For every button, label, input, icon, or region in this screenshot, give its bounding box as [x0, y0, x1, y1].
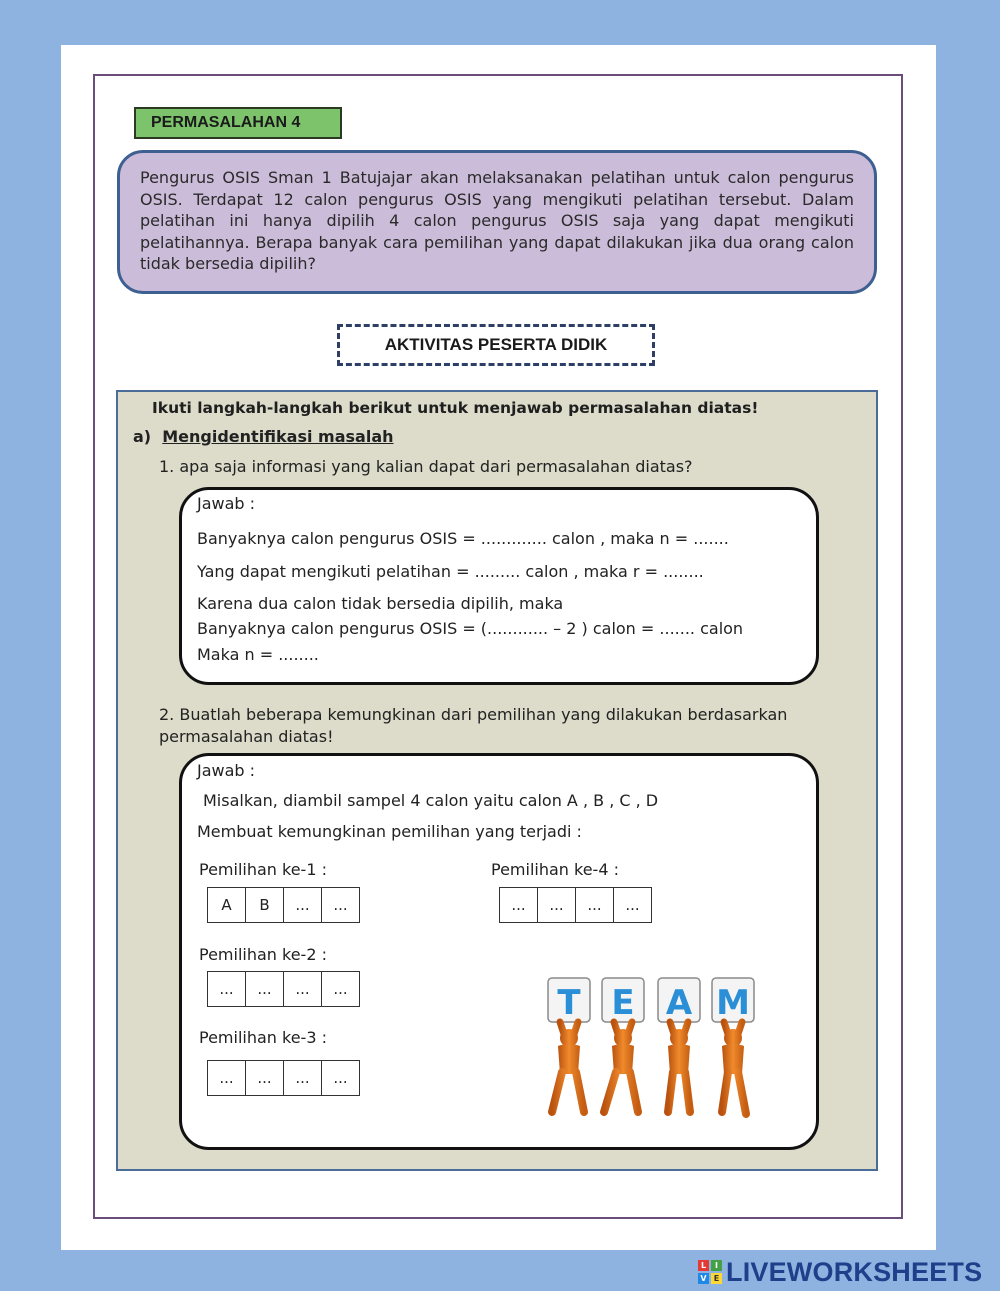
selection-2-label: Pemilihan ke-2 : [199, 945, 327, 964]
selection-cell[interactable]: ... [576, 888, 614, 923]
logo-mark-icon [698, 1260, 722, 1284]
selection-cell[interactable]: ... [322, 888, 360, 923]
team-clipart [540, 972, 760, 1122]
selection-3-label: Pemilihan ke-3 : [199, 1028, 327, 1047]
team-figure-e [602, 978, 644, 1112]
team-letter: M [716, 983, 750, 1023]
answer-1-line[interactable]: Yang dapat mengikuti pelatihan = ......... calon , maka r = ........ [197, 562, 704, 581]
selection-cell[interactable]: ... [322, 1061, 360, 1096]
selection-4-table [499, 887, 652, 923]
sample-intro: Misalkan, diambil sampel 4 calon yaitu calon A , B , C , D [203, 791, 659, 810]
selection-cell[interactable]: B [246, 888, 284, 923]
selection-cell[interactable]: ... [246, 1061, 284, 1096]
question-2: 2. Buatlah beberapa kemungkinan dari pemilihan yang dilakukan berdasarkan permasalahan diatas! [159, 705, 788, 746]
logo-mark-letter: V [698, 1273, 709, 1284]
selection-2-table [207, 971, 360, 1007]
selection-3-table [207, 1060, 360, 1096]
logo-mark-letter: I [711, 1260, 722, 1271]
selection-cell[interactable]: ... [614, 888, 652, 923]
liveworksheets-logo[interactable] [698, 1258, 982, 1286]
team-figure-t [548, 978, 590, 1112]
team-letter: A [665, 983, 693, 1023]
selection-cell[interactable]: ... [246, 972, 284, 1007]
brand-name: LIVEWORKSHEETS [726, 1256, 983, 1287]
answer-1-line: Karena dua calon tidak bersedia dipilih, maka [197, 594, 564, 613]
instructions: Ikuti langkah-langkah berikut untuk menjawab permasalahan diatas! [152, 399, 759, 417]
activity-title: AKTIVITAS PESERTA DIDIK [337, 324, 655, 366]
selection-4-label: Pemilihan ke-4 : [491, 860, 619, 879]
team-letter: T [557, 983, 581, 1023]
selection-1-label: Pemilihan ke-1 : [199, 860, 327, 879]
selection-intro: Membuat kemungkinan pemilihan yang terjadi : [197, 822, 582, 841]
question-1: 1. apa saja informasi yang kalian dapat dari permasalahan diatas? [159, 457, 693, 476]
problem-badge: PERMASALAHAN 4 [134, 107, 342, 139]
selection-cell[interactable]: ... [208, 972, 246, 1007]
answer-1-line[interactable]: Banyaknya calon pengurus OSIS = (............ – 2 ) calon = ....... calon [197, 619, 744, 638]
selection-cell[interactable]: ... [322, 972, 360, 1007]
team-figure-m [712, 978, 754, 1114]
logo-mark-letter: L [698, 1260, 709, 1271]
selection-cell[interactable]: ... [284, 972, 322, 1007]
answer-1-line[interactable]: Banyaknya calon pengurus OSIS = ............. calon , maka n = ....... [197, 529, 729, 548]
selection-cell[interactable]: ... [284, 1061, 322, 1096]
logo-mark-letter: E [711, 1273, 722, 1284]
answer-1-line[interactable]: Maka n = ........ [197, 645, 319, 664]
selection-cell[interactable]: ... [284, 888, 322, 923]
step-a-label: Mengidentifikasi masalah [162, 427, 394, 446]
selection-cell[interactable]: ... [538, 888, 576, 923]
team-figure-a [658, 978, 700, 1112]
answer-2-label: Jawab : [197, 761, 256, 780]
step-a-heading [133, 427, 394, 446]
step-a-letter: a) [133, 427, 152, 446]
selection-cell[interactable]: ... [208, 1061, 246, 1096]
problem-statement: Pengurus OSIS Sman 1 Batujajar akan melaksanakan pelatihan untuk calon pengurus OSIS. Terdapat 12 calon pengurus OSIS yang mengikuti pelatihan tersebut. Dalam pelatihan ini hanya dipilih 4 calon pengurus OSIS saja yang dapat mengikuti pelatihannya. Berapa banyak cara pemilihan yang dapat dilakukan jika dua orang calon tidak bersedia dipilih? [117, 150, 877, 294]
team-letter: E [611, 983, 635, 1023]
selection-cell[interactable]: ... [500, 888, 538, 923]
selection-cell[interactable]: A [208, 888, 246, 923]
answer-1-label: Jawab : [197, 494, 256, 513]
selection-1-table [207, 887, 360, 923]
